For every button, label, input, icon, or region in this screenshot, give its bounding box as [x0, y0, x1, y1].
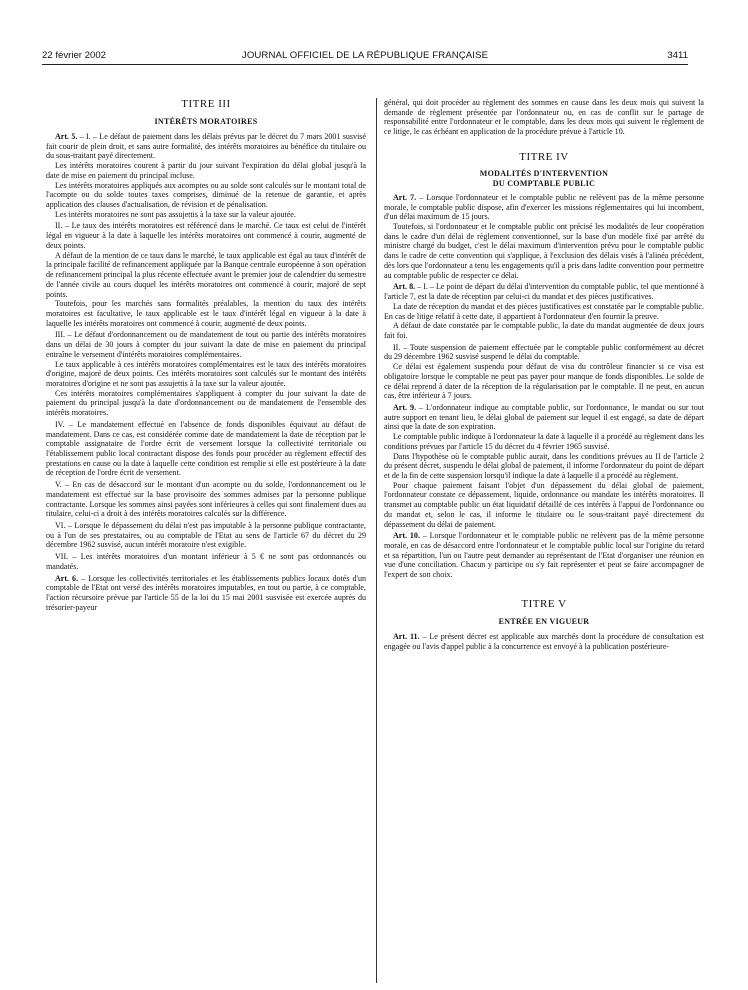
paragraph: Ces intérêts moratoires complémentaires s'appliquent à compter du jour suivant la date de paiement du principal jusqu'à la date d'ordonnancement ou de mandatement de l'ensemble des intérêts moratoires.: [46, 388, 366, 418]
paragraph: Le taux applicable à ces intérêts moratoires complémentaires est le taux des intérêts moratoires d'origine, majoré de deux points. Ces intérêts moratoires sont calculés sur le montant des intérêts moratoires d'origine et ne sont pas assujettis à la taxe sur la valeur ajoutée.: [46, 359, 366, 388]
paragraph: Les intérêts moratoires appliqués aux acomptes ou au solde sont calculés sur le montant total de l'acompte ou du solde toutes taxes comprises, diminué de la retenue de garantie, et après application des clauses d'actualisation, de révision et de pénalisation.: [46, 180, 366, 210]
article-10-label: Art. 10.: [393, 531, 420, 541]
article-5-label: Art. 5.: [55, 132, 78, 141]
paragraph: A défaut de la mention de ce taux dans le marché, le taux applicable est égal au taux d'intérêt de la principale facilité de refinancement appliquée par la Banque centrale européenne à son opération de refinancement principal la plus récente effectuée avant le premier jour de calendrier du semestre de l'année civile au cours duquel les intérêts moratoires ont commencé à courir, majoré de sept points.: [46, 250, 366, 299]
article-6-text: – Lorsque les collectivités territoriales et les établissements publics locaux dotés d'un comptable de l'Etat ont versé des intérêts moratoires imputables, en tout ou partie, à ce comptable, l'action récursoire prévue par l'article 55 de la loi du 15 mai 2001 susvisée est exercée auprès du trésorier-payeur: [46, 573, 366, 612]
paragraph: IV. – Le mandatement effectué en l'absence de fonds disponibles équivaut au défaut de mandatement. Dans ce cas, est considérée comme date de mandatement la date de réception par le comptable assignataire de l'ordre écrit de versement lorsque la collectivité territoriale ou l'établissement public local contractant dispose des fonds pour procéder au règlement effectif des prestations en cause ou la date à laquelle cette condition est remplie si elle est postérieure à la date de réception de l'ordre écrit de versement.: [46, 419, 366, 478]
article-9: [384, 403, 704, 432]
paragraph: Pour chaque paiement faisant l'objet d'un dépassement du délai global de paiement, l'ordonnateur constate ce dépassement, liquide, ordonnance ou mandate les intérêts moratoires. Il transmet au comptable public un état liquidatif détaillé de ces intérêts à l'appui de l'ordonnance ou du mandat et, selon le cas, il informe le titulaire ou le sous-traitant payé directement du dépassement du délai de paiement.: [384, 480, 704, 529]
column-divider: [376, 98, 377, 983]
article-11-text: – Le présent décret est applicable aux marchés dont la procédure de consultation est engagée ou l'avis d'appel public à la concurrence est envoyé à la publication postérieure-: [384, 631, 704, 651]
left-column: [46, 98, 366, 988]
article-7-label: Art. 7.: [393, 192, 417, 202]
paragraph: VI. – Lorsque le dépassement du délai n'est pas imputable à la personne publique contractante, ou à l'un de ses prestataires, ou au comptable de l'Etat au sens de l'article 67 du décret du 29 décembre 1962 susvisé, aucun intérêt moratoire n'est exigible.: [46, 521, 366, 550]
titre-5-heading: TITRE V: [521, 597, 567, 610]
titre-4-subheading-line-2: DU COMPTABLE PUBLIC: [492, 178, 596, 188]
paragraph: III. – Le défaut d'ordonnancement ou de mandatement de tout ou partie des intérêts moratoires dans un délai de 30 jours à compter du jour suivant la date de mise en paiement du principal entraîne le versement d'intérêts moratoires complémentaires.: [46, 330, 366, 359]
titre-4-subheading: MODALITÉS D'INTERVENTION: [479, 168, 609, 178]
paragraph: Dans l'hypothèse où le comptable public aurait, dans les conditions prévues au II de l'article 2 du présent décret, suspendu le délai global de paiement, il informe l'ordonnateur du point de départ et de la fin de cette suspension lorsqu'il indique la date à laquelle il a procédé au règlement.: [384, 451, 704, 480]
paragraph-continuation: général, qui doit procéder au règlement des sommes en cause dans les deux mois qui suivent la demande de règlement présentée par l'ordonnateur ou, en cas de conflit sur le partage de responsabilité entre l'ordonnateur et le comptable, dans les deux mois qui suivent le règlement de ce litige, le cas échéant en application de la procédure prévue à l'article 10.: [384, 98, 704, 137]
header-rule: [42, 64, 688, 65]
article-11-label: Art. 11.: [393, 631, 420, 641]
paragraph: V. – En cas de désaccord sur le montant d'un acompte ou du solde, l'ordonnancement ou le mandatement est effectué sur la base provisoire des sommes admises par la personne publique contractante. Lorsque les sommes ainsi payées sont inférieures à celles qui sont finalement dues au titulaire, celui-ci a droit à des intérêts moratoires calculés sur la différence.: [46, 480, 366, 519]
paragraph: Toutefois, si l'ordonnateur et le comptable public ont précisé les modalités de leur coopération dans le cadre d'un délai de règlement conventionnel, sur la base d'un modèle fixé par arrêté du ministre chargé du budget, c'est le délai maximum d'intervention prévu pour le comptable public dans le cadre de cette convention qui s'applique, à l'exclusion des délais visés à l'alinéa précédent, dès lors que l'ordonnateur a tenu les engagements qu'il a pris dans ladite convention pour permettre au comptable public de respecter ce délai.: [384, 222, 704, 280]
article-10: [384, 531, 704, 580]
article-9-text: – L'ordonnateur indique au comptable public, sur l'ordonnance, le mandat ou sur tout autre support en tenant lieu, le délai global de paiement sur lequel il est engagé, sa date de départ ainsi que la date de son expiration.: [384, 402, 704, 432]
titre-3-heading: TITRE III: [181, 98, 231, 110]
paragraph: Le comptable public indique à l'ordonnateur la date à laquelle il a procédé au règlement dans les conditions prévues par l'article 15 du décret du 4 février 1965 susvisé.: [384, 432, 704, 451]
paragraph: Les intérêts moratoires courent à partir du jour suivant l'expiration du délai global jusqu'à la date de mise en paiement du principal inclusе.: [46, 161, 366, 180]
header-page-number: 3411: [667, 50, 688, 61]
article-10-text: – Lorsque l'ordonnateur et le comptable public ne relèvent pas de la même personne morale, en cas de désaccord entre l'ordonnateur et le comptable public local sur l'origine du retard et sa répartition, l'un ou l'autre peut demander au représentant de l'Etat d'organiser une réunion en vue d'une conciliation. Chacun y participe ou s'y fait représenter et peut se faire accompagner de l'expert de son choix.: [384, 531, 704, 580]
paragraph: II. – Toute suspension de paiement effectuée par le comptable public conformément au décret du 29 décembre 1962 susvisé suspend le délai du comptable.: [384, 342, 704, 362]
article-8: [384, 282, 704, 301]
paragraph: A défaut de date constatée par le comptable public, la date du mandat augmentée de deux jours fait foi.: [384, 321, 704, 340]
article-8-text: – I. – Le point de départ du délai d'intervention du comptable public, tel que mentionné à l'article 7, est la date de réception par celui-ci du mandat et des pièces justificatives.: [384, 282, 704, 302]
article-6-label: Art. 6.: [55, 573, 79, 583]
titre-4-heading: TITRE IV: [519, 150, 569, 163]
paragraph: La date de réception du mandat et des pièces justificatives est constatée par le comptable public. En cas de litige relatif à cette date, il appartient à l'ordonnateur d'en fournir la preuve.: [384, 301, 704, 321]
paragraph: Les intérêts moratoires ne sont pas assujettis à la taxe sur la valeur ajoutée.: [55, 209, 296, 219]
article-9-label: Art. 9.: [393, 402, 417, 412]
article-5-text: – I. – Le défaut de paiement dans les délais prévus par le décret du 7 mars 2001 susvisé fait courir de plein droit, et sans autre formalité, des intérêts moratoires au bénéfice du titulaire ou du sous-traitant payé directement.: [46, 132, 366, 161]
article-11: [384, 632, 704, 651]
header-date: 22 février 2002: [42, 50, 106, 61]
article-7: [384, 193, 704, 222]
titre-5-subheading: ENTRÉE EN VIGUEUR: [498, 616, 590, 626]
header-journal-title: JOURNAL OFFICIEL DE LA RÉPUBLIQUE FRANÇAISE: [241, 50, 489, 61]
paragraph: Toutefois, pour les marchés sans formalités préalables, la mention du taux des intérêts moratoires est facultative, le taux applicable est le taux d'intérêt légal en vigueur à la date à laquelle les intérêts moratoires ont commencé à courir, augmenté de deux points.: [46, 299, 366, 328]
article-6: [46, 574, 366, 613]
page-header: [42, 50, 688, 64]
paragraph: Ce délai est également suspendu pour défaut de visa du contrôleur financier si ce visa est obligatoire lorsque le comptable ne peut pas payer pour manque de fonds disponibles. Le solde de ce délai reprend à dater de la réception de la régularisation par le comptable. Il ne peut, en aucun cas, être inférieur à 7 jours.: [384, 362, 704, 401]
right-column: [384, 98, 704, 988]
article-7-text: – Lorsque l'ordonnateur et le comptable public ne relèvent pas de la même personne morale, le comptable public dispose, afin d'exercer les missions réglementaires qui lui incombent, d'un délai maximum de 15 jours.: [384, 192, 704, 222]
paragraph: VII. – Les intérêts moratoires d'un montant inférieur à 5 € ne sont pas ordonnancés ou mandatés.: [46, 552, 366, 571]
article-5: [46, 132, 366, 161]
article-8-label: Art. 8.: [393, 282, 416, 292]
paragraph: II. – Le taux des intérêts moratoires est référencé dans le marché. Ce taux est celui de l'intérêt légal en vigueur à la date à laquelle les intérêts moratoires ont commencé à courir, augmenté de deux points.: [46, 221, 366, 250]
titre-3-subheading: INTÉRÊTS MORATOIRES: [154, 117, 258, 126]
